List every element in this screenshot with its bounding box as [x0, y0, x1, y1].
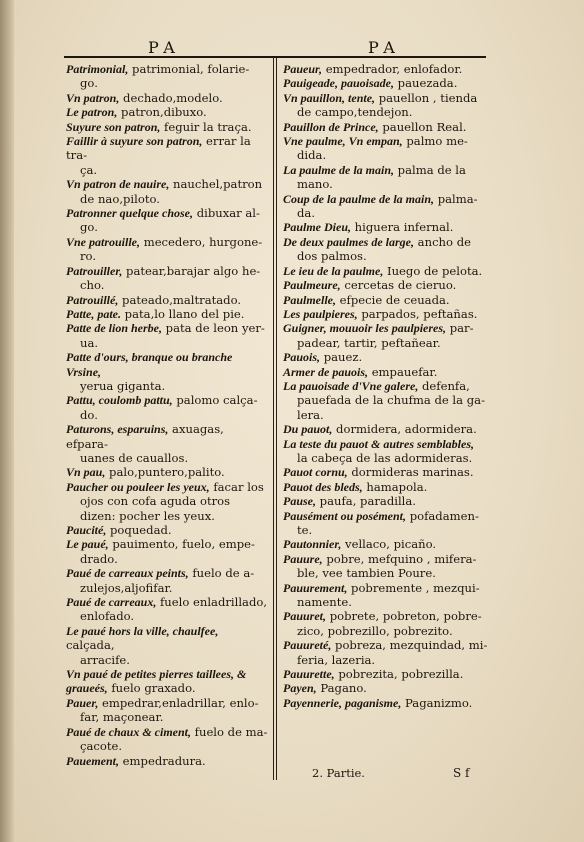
entry-headword: Vn pauillon, tente,: [283, 90, 376, 105]
dictionary-entry: [66, 667, 268, 696]
dictionary-entry: [283, 264, 489, 278]
entry-continuation: ojos con cofa aguda otros dizen: pocher les yeux.: [80, 494, 231, 523]
entry-translation: empedrador, enlofador.: [322, 62, 463, 76]
entry-translation: patear,barajar algo he-: [122, 263, 261, 278]
entry-continuation: do.: [80, 407, 98, 422]
dictionary-entry: [283, 76, 489, 90]
dictionary-entry: [66, 206, 268, 235]
entry-continuation: arracife.: [80, 652, 130, 667]
dictionary-entry: [283, 537, 489, 551]
entry-headword: Patronner quelque chose,: [66, 206, 194, 221]
dictionary-entry: [283, 278, 489, 292]
entry-headword: Paulmelle,: [283, 292, 336, 307]
entry-continuation: mano.: [297, 177, 333, 192]
dictionary-entry: [66, 91, 268, 105]
entry-continuation: çacote.: [80, 739, 123, 754]
entry-headword: La teste du pauot & autres semblables,: [283, 436, 475, 451]
entry-translation: higuera infernal.: [351, 220, 454, 235]
entry-headword: Pauuret,: [283, 609, 327, 624]
entry-translation: pobrete, pobreton, pobre-: [326, 609, 482, 624]
entry-translation: dormideras marinas.: [347, 465, 474, 480]
dictionary-entry: [283, 91, 489, 120]
entry-translation: Paganizmo.: [401, 695, 473, 710]
entry-translation: pobremente , mezqui-: [347, 580, 480, 595]
entry-continuation: la cabeça de las adormideras.: [297, 450, 473, 465]
entry-translation: Iuego de pelota.: [383, 263, 483, 278]
dictionary-entry: [283, 192, 489, 221]
right-column: [283, 62, 489, 710]
entry-headword: Le ieu de la paulme,: [283, 263, 384, 278]
entry-headword: Patte, pate.: [66, 306, 121, 321]
entry-continuation: ro.: [80, 249, 97, 264]
book-spine: [0, 0, 14, 842]
entry-translation: fuelo graxado.: [107, 681, 196, 696]
entry-headword: Guigner, mouuoir les paulpieres,: [283, 321, 447, 336]
entry-headword: Paturons, esparuins,: [66, 422, 169, 437]
entry-translation: dormidera, adormidera.: [332, 422, 477, 437]
dictionary-entry: [283, 422, 489, 436]
entry-continuation: uanes de cauallos.: [80, 450, 189, 465]
entry-translation: patrimonial, folarie-: [128, 62, 250, 76]
entry-translation: cercetas de cieruo.: [340, 278, 457, 293]
entry-translation: vellaco, picaño.: [341, 537, 437, 552]
entry-translation: palomo calça-: [172, 393, 258, 408]
column-divider: [276, 58, 277, 780]
entry-headword: Armer de pauois,: [283, 364, 369, 379]
entry-headword: Patrouiller,: [66, 263, 123, 278]
entry-translation: empedrar,enladrillar, enlo-: [98, 695, 259, 710]
entry-continuation: padear, tartir, peftañear.: [297, 335, 441, 350]
dictionary-entry: [66, 523, 268, 537]
entry-headword: Pauurement,: [283, 580, 348, 595]
dictionary-entry: [66, 754, 268, 768]
signature-mark: S f: [453, 766, 470, 780]
entry-continuation: de campo,tendejon.: [297, 105, 413, 120]
entry-translation: patron,dibuxo.: [117, 105, 207, 120]
dictionary-entry: [283, 365, 489, 379]
entry-translation: ancho de: [414, 234, 471, 249]
entry-headword: Pauot cornu,: [283, 465, 348, 480]
dictionary-entry: [283, 379, 489, 422]
entry-headword: Pauureté,: [283, 638, 332, 653]
dictionary-entry: [66, 105, 268, 119]
entry-continuation: ble, vee tambien Poure.: [297, 566, 436, 581]
dictionary-entry: [66, 235, 268, 264]
entry-translation: pobreza, mezquindad, mi-: [331, 638, 488, 653]
entry-headword: Pauement,: [66, 753, 119, 768]
dictionary-entry: [66, 293, 268, 307]
entry-translation: poquedad.: [106, 523, 172, 537]
entry-translation: mecedero, hurgone-: [140, 234, 263, 249]
entry-continuation: zico, pobrezillo, pobrezito.: [297, 623, 453, 638]
entry-continuation: go.: [80, 76, 98, 91]
dictionary-entry: [283, 120, 489, 134]
dictionary-entry: [66, 595, 268, 624]
entry-headword: Paucité,: [66, 523, 107, 537]
entry-translation: hamapola.: [362, 479, 428, 494]
entry-translation: Pagano.: [316, 681, 367, 696]
dictionary-entry: [283, 494, 489, 508]
entry-headword: Paucher ou pouleer les yeux,: [66, 479, 210, 494]
dictionary-entry: [283, 307, 489, 321]
entry-headword: Le patron,: [66, 105, 118, 120]
dictionary-entry: [283, 163, 489, 192]
entry-headword: Le paué hors la ville, chaulfee,: [66, 623, 219, 638]
entry-translation: pauimento, fuelo, empe-: [108, 537, 255, 552]
entry-translation: empauefar.: [368, 364, 438, 379]
entry-continuation: ua.: [80, 335, 99, 350]
entry-translation: facar los: [209, 479, 264, 494]
dictionary-entry: [66, 422, 268, 465]
entry-headword: Suyure son patron,: [66, 119, 161, 134]
dictionary-entry: [283, 667, 489, 681]
entry-continuation: de nao,piloto.: [80, 191, 160, 206]
dictionary-entry: [66, 350, 268, 393]
dictionary-entry: [66, 725, 268, 754]
dictionary-entry: [66, 624, 268, 667]
entry-headword: Pauois,: [283, 350, 321, 365]
entry-headword: Pause,: [283, 494, 316, 509]
dictionary-entry: [66, 177, 268, 206]
entry-headword: Coup de la paulme de la main,: [283, 191, 435, 206]
entry-continuation: cho.: [80, 278, 105, 293]
entry-headword: Paulme Dieu,: [283, 220, 351, 235]
entry-continuation: go.: [80, 220, 98, 235]
entry-translation: dibuxar al-: [193, 206, 260, 221]
dictionary-entry: [66, 134, 268, 177]
entry-headword: Vn patron de nauire,: [66, 177, 170, 192]
entry-headword: Pauure,: [283, 551, 323, 566]
entry-translation: par-: [446, 321, 474, 336]
entry-headword: Pauigeade, pauoisade,: [283, 76, 394, 91]
dictionary-entry: [66, 307, 268, 321]
entry-headword: Vn patron,: [66, 90, 120, 105]
entry-headword: La paulme de la main,: [283, 162, 394, 177]
entry-translation: defenfa,: [418, 378, 470, 393]
entry-headword: Pauillon de Prince,: [283, 119, 379, 134]
entry-headword: Patte d'ours, branque ou branche Vrsine,: [66, 350, 233, 379]
entry-headword: Paueur,: [283, 62, 323, 76]
entry-translation: pata,lo llano del pie.: [120, 306, 245, 321]
dictionary-entry: [283, 321, 489, 350]
entry-translation: feguir la traça.: [160, 119, 252, 134]
dictionary-entry: [66, 465, 268, 479]
entry-translation: pofadamen-: [406, 508, 479, 523]
dictionary-entry: [283, 235, 489, 264]
entry-translation: fuelo de ma-: [191, 724, 268, 739]
dictionary-entry: [283, 437, 489, 466]
entry-translation: palmo me-: [402, 134, 468, 149]
entry-translation: paufa, paradilla.: [316, 494, 416, 509]
dictionary-entry: [66, 120, 268, 134]
entry-continuation: namente.: [297, 595, 352, 610]
dictionary-entry: [283, 220, 489, 234]
header-rule: [64, 56, 486, 58]
entry-headword: Pattu, coulomb pattu,: [66, 393, 173, 408]
entry-continuation: da.: [297, 206, 316, 221]
dictionary-entry: [66, 566, 268, 595]
entry-continuation: te.: [297, 523, 313, 537]
part-footer: 2. Partie.: [312, 766, 365, 780]
entry-translation: pata de leon yer-: [162, 321, 265, 336]
entry-headword: Le paué,: [66, 537, 109, 552]
dictionary-entry: [283, 134, 489, 163]
entry-translation: palma-: [434, 191, 478, 206]
entry-headword: Pauurette,: [283, 667, 335, 682]
entry-continuation: far, maçonear.: [80, 710, 164, 725]
entry-continuation: dos palmos.: [297, 249, 367, 264]
entry-translation: pauellon , tienda: [375, 90, 478, 105]
dictionary-entry: [283, 581, 489, 610]
entry-headword: La pauoisade d'Vne galere,: [283, 378, 419, 393]
dictionary-entry: [66, 537, 268, 566]
entry-headword: De deux paulmes de large,: [283, 234, 414, 249]
entry-translation: efpecie de ceuada.: [336, 292, 450, 307]
entry-translation: fuelo enladrillado,: [156, 595, 268, 610]
entry-headword: Patte de lion herbe,: [66, 321, 162, 336]
entry-translation: pobre, mefquino , mifera-: [322, 551, 477, 566]
dictionary-entry: [66, 480, 268, 523]
entry-headword: Paulmeure,: [283, 278, 341, 293]
dictionary-entry: [66, 62, 268, 91]
dictionary-entry: [283, 465, 489, 479]
entry-translation: axuagas, efpara-: [66, 422, 224, 451]
entry-headword: Paué de carreaux,: [66, 595, 157, 610]
entry-headword: Payennerie, paganisme,: [283, 695, 402, 710]
running-head-right: PA: [368, 38, 401, 57]
entry-continuation: zulejos,aljofifar.: [80, 580, 173, 595]
entry-headword: Patrouillé,: [66, 292, 119, 307]
entry-headword: Vne paulme, Vn empan,: [283, 134, 403, 149]
dictionary-entry: [283, 696, 489, 710]
entry-headword: Les paulpieres,: [283, 306, 358, 321]
dictionary-entry: [283, 681, 489, 695]
entry-continuation: pauefada de la chufma de la ga-lera.: [297, 393, 485, 422]
dictionary-entry: [283, 62, 489, 76]
entry-translation: empedradura.: [119, 753, 206, 768]
entry-headword: Faillir à suyure son patron,: [66, 134, 203, 149]
entry-headword: Pauer,: [66, 695, 99, 710]
dictionary-entry: [283, 350, 489, 364]
entry-headword: Paué de carreaux peints,: [66, 566, 189, 581]
left-column: [66, 62, 268, 768]
entry-headword: Patrimonial,: [66, 62, 129, 76]
entry-headword: Pautonnier,: [283, 537, 342, 552]
entry-headword: Vn pau,: [66, 465, 106, 480]
entry-translation: fuelo de a-: [188, 566, 255, 581]
entry-continuation: drado.: [80, 551, 118, 566]
entry-continuation: enlofado.: [80, 609, 135, 624]
entry-headword: Vn paué de petites pierres taillees, & graueés,: [66, 667, 247, 696]
entry-continuation: yerua giganta.: [80, 378, 166, 393]
entry-translation: calçada,: [66, 638, 115, 653]
entry-headword: Pausément ou posément,: [283, 508, 407, 523]
entry-continuation: ça.: [80, 162, 98, 177]
dictionary-entry: [283, 609, 489, 638]
entry-translation: pateado,maltratado.: [118, 292, 242, 307]
dictionary-entry: [66, 696, 268, 725]
column-divider: [273, 58, 274, 780]
entry-translation: dechado,modelo.: [119, 90, 223, 105]
dictionary-entry: [283, 293, 489, 307]
entry-translation: pauez.: [320, 350, 363, 365]
entry-headword: Pauot des bleds,: [283, 479, 363, 494]
entry-headword: Paué de chaux & ciment,: [66, 724, 191, 739]
entry-translation: palma de la: [394, 162, 466, 177]
entry-translation: pauellon Real.: [378, 119, 467, 134]
entry-translation: errar la tra-: [66, 134, 251, 163]
entry-headword: Vne patrouille,: [66, 234, 141, 249]
dictionary-entry: [66, 393, 268, 422]
entry-translation: palo,puntero,palito.: [105, 465, 225, 480]
dictionary-entry: [66, 321, 268, 350]
dictionary-entry: [283, 480, 489, 494]
entry-continuation: feria, lazeria.: [297, 652, 376, 667]
running-head-left: PA: [148, 38, 181, 57]
dictionary-entry: [283, 509, 489, 538]
dictionary-entry: [283, 552, 489, 581]
entry-translation: nauchel,patron: [169, 177, 263, 192]
entry-translation: pauezada.: [394, 76, 458, 91]
dictionary-entry: [66, 264, 268, 293]
dictionary-entry: [283, 638, 489, 667]
entry-headword: Payen,: [283, 681, 317, 696]
entry-translation: pobrezita, pobrezilla.: [334, 667, 464, 682]
entry-continuation: dida.: [297, 148, 327, 163]
entry-headword: Du pauot,: [283, 422, 333, 437]
entry-translation: parpados, peftañas.: [357, 306, 478, 321]
